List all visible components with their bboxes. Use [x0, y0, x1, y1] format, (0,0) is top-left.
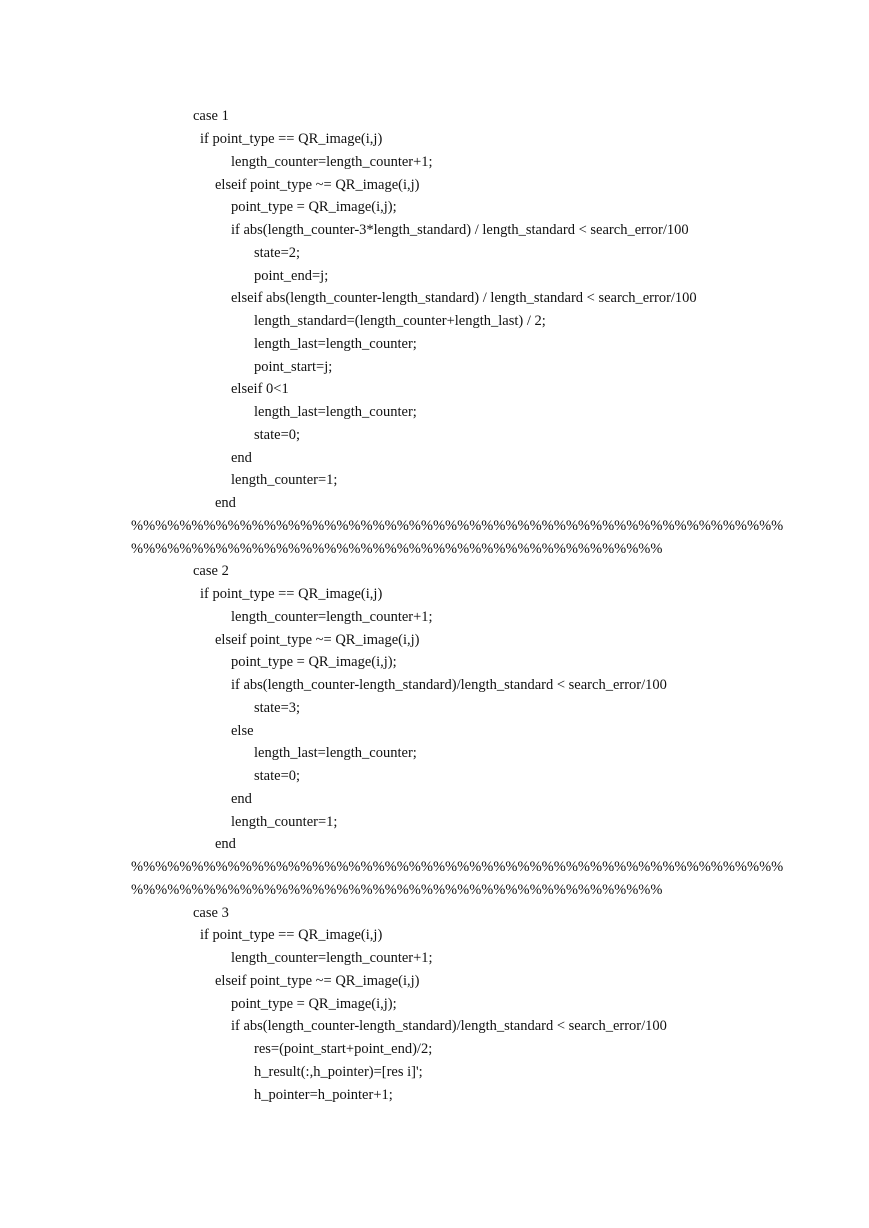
code-line: length_counter=1;: [231, 472, 338, 488]
code-line: if point_type == QR_image(i,j): [200, 586, 383, 602]
separator-line: %%%%%%%%%%%%%%%%%%%%%%%%%%%%%%%%%%%%%%%%%%%%: [131, 882, 663, 898]
code-line: end: [231, 791, 252, 807]
code-line: point_type = QR_image(i,j);: [231, 996, 397, 1012]
code-line: end: [215, 836, 236, 852]
code-line: state=3;: [254, 700, 301, 716]
code-line: h_pointer=h_pointer+1;: [254, 1087, 393, 1103]
code-line: case 1: [193, 108, 229, 124]
code-line: h_result(:,h_pointer)=[res i]';: [254, 1064, 423, 1080]
code-line: length_counter=length_counter+1;: [231, 950, 433, 966]
code-line: point_start=j;: [254, 359, 333, 375]
code-line: else: [231, 723, 254, 739]
code-line: if abs(length_counter-length_standard)/length_standard < search_error/100: [231, 677, 667, 693]
code-line: state=0;: [254, 768, 301, 784]
code-line: end: [231, 450, 252, 466]
separator-line: %%%%%%%%%%%%%%%%%%%%%%%%%%%%%%%%%%%%%%%%%%%%: [131, 541, 663, 557]
code-line: if abs(length_counter-3*length_standard) / length_standard < search_error/100: [231, 222, 689, 238]
code-line: length_last=length_counter;: [254, 336, 417, 352]
code-line: if abs(length_counter-length_standard)/length_standard < search_error/100: [231, 1018, 667, 1034]
code-line: elseif point_type ~= QR_image(i,j): [215, 177, 420, 193]
code-line: point_type = QR_image(i,j);: [231, 654, 397, 670]
code-line: length_counter=length_counter+1;: [231, 154, 433, 170]
code-line: elseif point_type ~= QR_image(i,j): [215, 973, 420, 989]
code-line: if point_type == QR_image(i,j): [200, 131, 383, 147]
separator-line: %%%%%%%%%%%%%%%%%%%%%%%%%%%%%%%%%%%%%%%%%%%%%%%%%%%%%%: [131, 518, 784, 534]
code-line: case 2: [193, 563, 229, 579]
code-line: length_counter=length_counter+1;: [231, 609, 433, 625]
code-line: length_counter=1;: [231, 814, 338, 830]
code-line: elseif point_type ~= QR_image(i,j): [215, 632, 420, 648]
code-line: case 3: [193, 905, 229, 921]
code-line: length_standard=(length_counter+length_last) / 2;: [254, 313, 546, 329]
code-line: length_last=length_counter;: [254, 404, 417, 420]
code-line: end: [215, 495, 236, 511]
code-line: point_end=j;: [254, 268, 329, 284]
code-line: res=(point_start+point_end)/2;: [254, 1041, 433, 1057]
code-line: point_type = QR_image(i,j);: [231, 199, 397, 215]
code-line: elseif 0<1: [231, 381, 289, 397]
code-line: length_last=length_counter;: [254, 745, 417, 761]
separator-line: %%%%%%%%%%%%%%%%%%%%%%%%%%%%%%%%%%%%%%%%%%%%%%%%%%%%%%: [131, 859, 784, 875]
code-line: if point_type == QR_image(i,j): [200, 927, 383, 943]
code-line: elseif abs(length_counter-length_standard) / length_standard < search_error/100: [231, 290, 697, 306]
code-line: state=0;: [254, 427, 301, 443]
code-line: state=2;: [254, 245, 301, 261]
